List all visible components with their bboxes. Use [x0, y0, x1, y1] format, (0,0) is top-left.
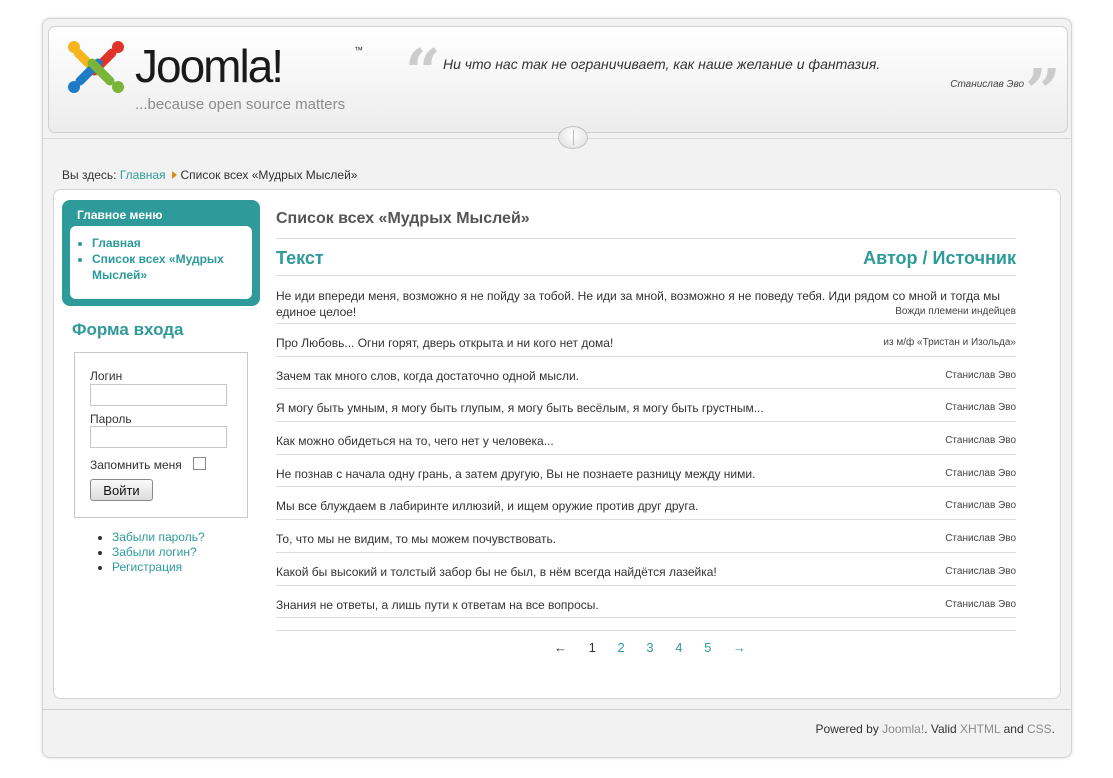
pagination	[554, 640, 746, 655]
quote-text[interactable]: То, что мы не видим, то мы можем почувствовать.	[276, 532, 557, 547]
column-header-author: Автор / Источник	[863, 248, 1016, 268]
site-footer	[815, 722, 1055, 736]
header-divider	[43, 138, 1071, 139]
main-menu-list	[70, 226, 252, 299]
register-link[interactable]: Регистрация	[112, 560, 183, 574]
footer-joomla-link[interactable]: Joomla!	[882, 722, 925, 736]
login-button[interactable]: Войти	[90, 479, 153, 501]
table-row[interactable]	[276, 276, 1016, 324]
footer-powered-by: Powered by	[815, 722, 879, 736]
quote-author: Станислав Эво	[945, 598, 1016, 610]
quote-open-icon: “	[405, 35, 441, 108]
quote-author: из м/ф «Тристан и Изольда»	[883, 337, 1016, 348]
page-frame	[42, 18, 1072, 758]
content-panel	[53, 189, 1061, 699]
login-links	[112, 530, 205, 575]
header-quote: Ни что нас так не ограничивает, как наше желание и фантазия.	[443, 56, 881, 72]
quote-text[interactable]: Я могу быть умным, я могу быть глупым, я могу быть весёлым, я могу быть грустным...	[276, 401, 764, 416]
table-row[interactable]	[276, 455, 1016, 488]
quote-text[interactable]: Как можно обидеться на то, чего нет у человека...	[276, 434, 554, 449]
breadcrumb-home-link[interactable]: Главная	[119, 168, 166, 182]
pagination-prev[interactable]: ←	[554, 640, 567, 655]
breadcrumb-current: Список всех «Мудрых Мыслей»	[180, 168, 358, 182]
title-divider	[276, 238, 1016, 239]
pagination-page-3[interactable]: 3	[646, 640, 654, 655]
table-row[interactable]	[276, 422, 1016, 455]
breadcrumb-prefix: Вы здесь:	[62, 168, 117, 182]
triangle-right-icon	[172, 171, 177, 179]
quote-text[interactable]: Зачем так много слов, когда достаточно одной мысли.	[276, 368, 579, 383]
remember-label: Запомнить меня	[90, 458, 182, 472]
login-form-title: Форма входа	[72, 320, 184, 339]
quote-text[interactable]: Не иди впереди меня, возможно я не пойду за тобой. Не иди за мной, возможно я не поведу тебя. Иди рядом со мной и тогда мы единое целое!	[276, 289, 1001, 319]
logo-text[interactable]: Joomla!	[135, 40, 283, 92]
forgot-username-link[interactable]: Забыли логин?	[112, 545, 197, 559]
menu-item-home[interactable]: • Главная	[92, 235, 244, 251]
quote-close-icon: ”	[1025, 55, 1061, 128]
pagination-page-2[interactable]: 2	[617, 640, 625, 655]
password-input[interactable]	[90, 426, 227, 448]
quotes-table	[276, 276, 1016, 618]
table-row[interactable]	[276, 520, 1016, 553]
register-item	[112, 560, 205, 575]
footer-valid: . Valid	[924, 722, 957, 736]
table-row[interactable]	[276, 357, 1016, 390]
quote-author: Станислав Эво	[945, 369, 1016, 381]
quote-author: Станислав Эво	[945, 435, 1016, 447]
table-row[interactable]	[276, 487, 1016, 520]
table-row[interactable]	[276, 586, 1016, 619]
table-row[interactable]	[276, 553, 1016, 586]
quote-text[interactable]: Знания не ответы, а лишь пути к ответам на все вопросы.	[276, 597, 599, 612]
table-row[interactable]	[276, 389, 1016, 422]
header-toggle-icon[interactable]	[558, 126, 588, 149]
remember-checkbox[interactable]	[193, 457, 206, 470]
quote-text[interactable]: Не познав с начала одну грань, а затем другую, Вы не познаете разницу между ними.	[276, 466, 756, 481]
footer-xhtml-link[interactable]: XHTML	[960, 722, 1001, 736]
forgot-username-item	[112, 545, 205, 560]
pagination-page-current: 1	[588, 640, 596, 655]
quote-author: Станислав Эво	[945, 565, 1016, 577]
page-title: Список всех «Мудрых Мыслей»	[276, 210, 530, 227]
joomla-logo-icon[interactable]	[64, 35, 128, 99]
pagination-page-4[interactable]: 4	[675, 640, 683, 655]
table-row[interactable]	[276, 324, 1016, 357]
quote-text[interactable]: Мы все блуждаем в лабиринте иллюзий, и ищем оружие против друг друга.	[276, 499, 699, 514]
main-menu-title: Главное меню	[77, 208, 163, 222]
quote-author: Вожди племени индейцев	[895, 306, 1016, 317]
password-label: Пароль	[90, 412, 132, 426]
quote-author: Станислав Эво	[945, 402, 1016, 414]
breadcrumb	[62, 168, 357, 182]
forgot-password-item	[112, 530, 205, 545]
column-header-text: Текст	[276, 248, 324, 268]
quote-text[interactable]: Какой бы высокий и толстый забор бы не был, в нём всегда найдётся лазейка!	[276, 564, 717, 579]
footer-css-link[interactable]: CSS	[1026, 722, 1052, 736]
footer-divider	[43, 709, 1071, 710]
quote-author: Станислав Эво	[945, 467, 1016, 479]
logo-trademark: ™	[354, 45, 363, 55]
menu-item-quotes-list[interactable]: • Список всех «Мудрых Мыслей»	[92, 251, 244, 283]
login-form	[74, 352, 248, 518]
quote-text[interactable]: Про Любовь... Огни горят, дверь открыта и ни кого нет дома!	[276, 336, 614, 350]
pagination-divider	[276, 630, 1016, 631]
footer-and: and	[1003, 722, 1024, 736]
forgot-password-link[interactable]: Забыли пароль?	[112, 530, 205, 544]
logo-tagline: ...because open source matters	[135, 96, 346, 113]
main-menu	[62, 200, 260, 306]
footer-end: .	[1051, 722, 1055, 736]
pagination-page-5[interactable]: 5	[704, 640, 712, 655]
quote-author: Станислав Эво	[945, 500, 1016, 512]
site-header	[48, 26, 1068, 133]
username-label: Логин	[90, 369, 123, 383]
header-quote-author: Станислав Эво	[950, 79, 1024, 90]
username-input[interactable]	[90, 384, 227, 406]
quote-author: Станислав Эво	[945, 533, 1016, 545]
pagination-next[interactable]: →	[732, 640, 746, 655]
